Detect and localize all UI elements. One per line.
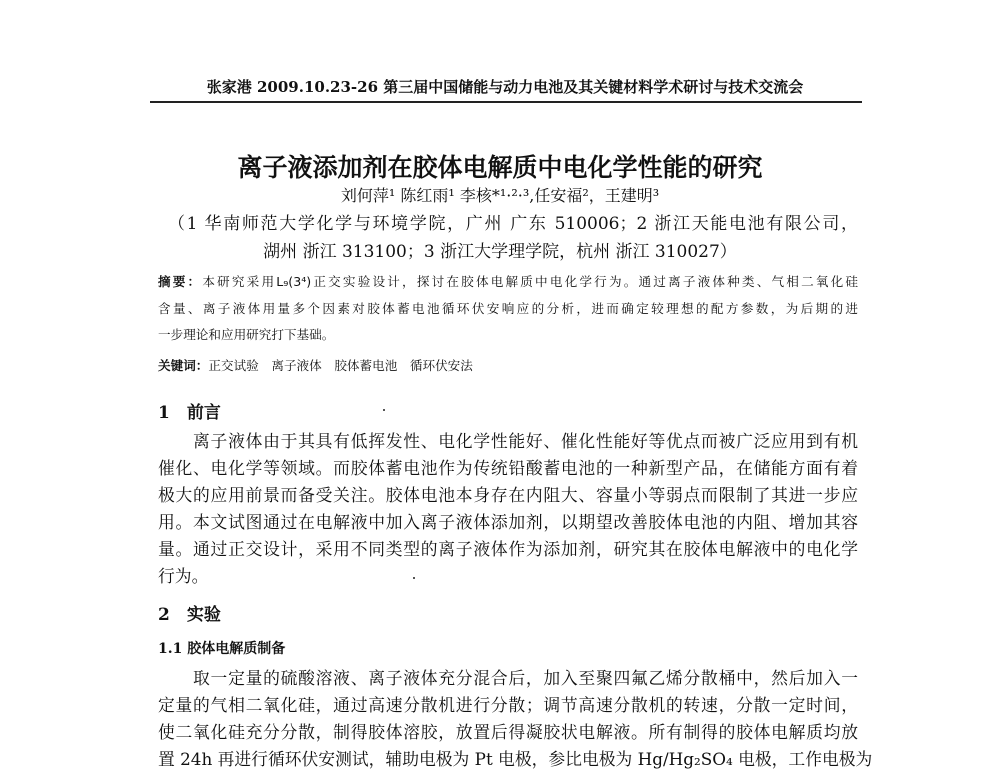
paragraph-line: 极大的应用前景而备受关注。胶体电池本身存在内阻大、容量小等弱点而限制了其进一步应	[158, 485, 858, 505]
abstract-label: 摘要：	[158, 274, 203, 289]
abstract-line: 含量、离子液体用量多个因素对胶体蓄电池循环伏安响应的分析，进而确定较理想的配方参数，为后期的进	[158, 301, 858, 316]
header-rule	[150, 101, 862, 103]
paragraph-line: 置 24h 再进行循环伏安测试，辅助电极为 Pt 电极，参比电极为 Hg/Hg₂SO₄ 电极，工作电极为	[158, 749, 873, 769]
keywords-label: 关键词：	[158, 358, 209, 373]
abstract-line	[158, 271, 858, 290]
paragraph-line: 量。通过正交设计，采用不同类型的离子液体作为添加剂，研究其在胶体电解液中的电化学	[158, 539, 858, 559]
scan-speck	[413, 577, 415, 579]
paragraph-line: 定量的气相二氧化硅，通过高速分散机进行分散；调节高速分散机的转速，分散一定时间，	[158, 695, 858, 715]
section-heading-intro: 1 前言	[158, 403, 221, 423]
conference-header: 张家港 2009.10.23-26 第三届中国储能与动力电池及其关键材料学术研讨与技术交流会	[206, 78, 804, 96]
scan-speck	[383, 409, 385, 411]
keywords	[158, 355, 858, 374]
abstract-line: 一步理论和应用研究打下基础。	[158, 327, 335, 342]
keywords-text: 正交试验 离子液体 胶体蓄电池 循环伏安法	[208, 358, 473, 373]
section-heading-experiment: 2 实验	[158, 605, 221, 625]
paragraph-line: 离子液体由于其具有低挥发性、电化学性能好、催化性能好等优点而被广泛应用到有机	[158, 431, 858, 451]
subsection-heading: 1.1 胶体电解质制备	[158, 641, 286, 657]
affiliation-line: （1 华南师范大学化学与环境学院，广州 广东 510006；2 浙江天能电池有限公司，	[168, 214, 858, 234]
abstract-text: 本研究采用L₉(3⁴)正交实验设计，探讨在胶体电解质中电化学行为。通过离子液体种类、气相二氧化硅	[202, 274, 859, 289]
paper-title: 离子液添加剂在胶体电解质中电化学性能的研究	[237, 153, 763, 182]
affiliation-line: 湖州 浙江 313100；3 浙江大学理学院，杭州 浙江 310027）	[263, 242, 737, 262]
paragraph-line: 使二氧化硅充分分散，制得胶体溶胶，放置后得凝胶状电解液。所有制得的胶体电解质均放	[158, 722, 858, 742]
paragraph-line: 用。本文试图通过在电解液中加入离子液体添加剂，以期望改善胶体电池的内阻、增加其容	[158, 512, 858, 532]
paragraph-line: 催化、电化学等领域。而胶体蓄电池作为传统铅酸蓄电池的一种新型产品，在储能方面有着	[158, 458, 858, 478]
paragraph-line: 行为。	[158, 566, 209, 586]
paragraph-line: 取一定量的硫酸溶液、离子液体充分混合后，加入至聚四氟乙烯分散桶中，然后加入一	[158, 668, 858, 688]
authors: 刘何萍¹ 陈红雨¹ 李核*¹·²·³,任安福²，王建明³	[340, 186, 660, 205]
